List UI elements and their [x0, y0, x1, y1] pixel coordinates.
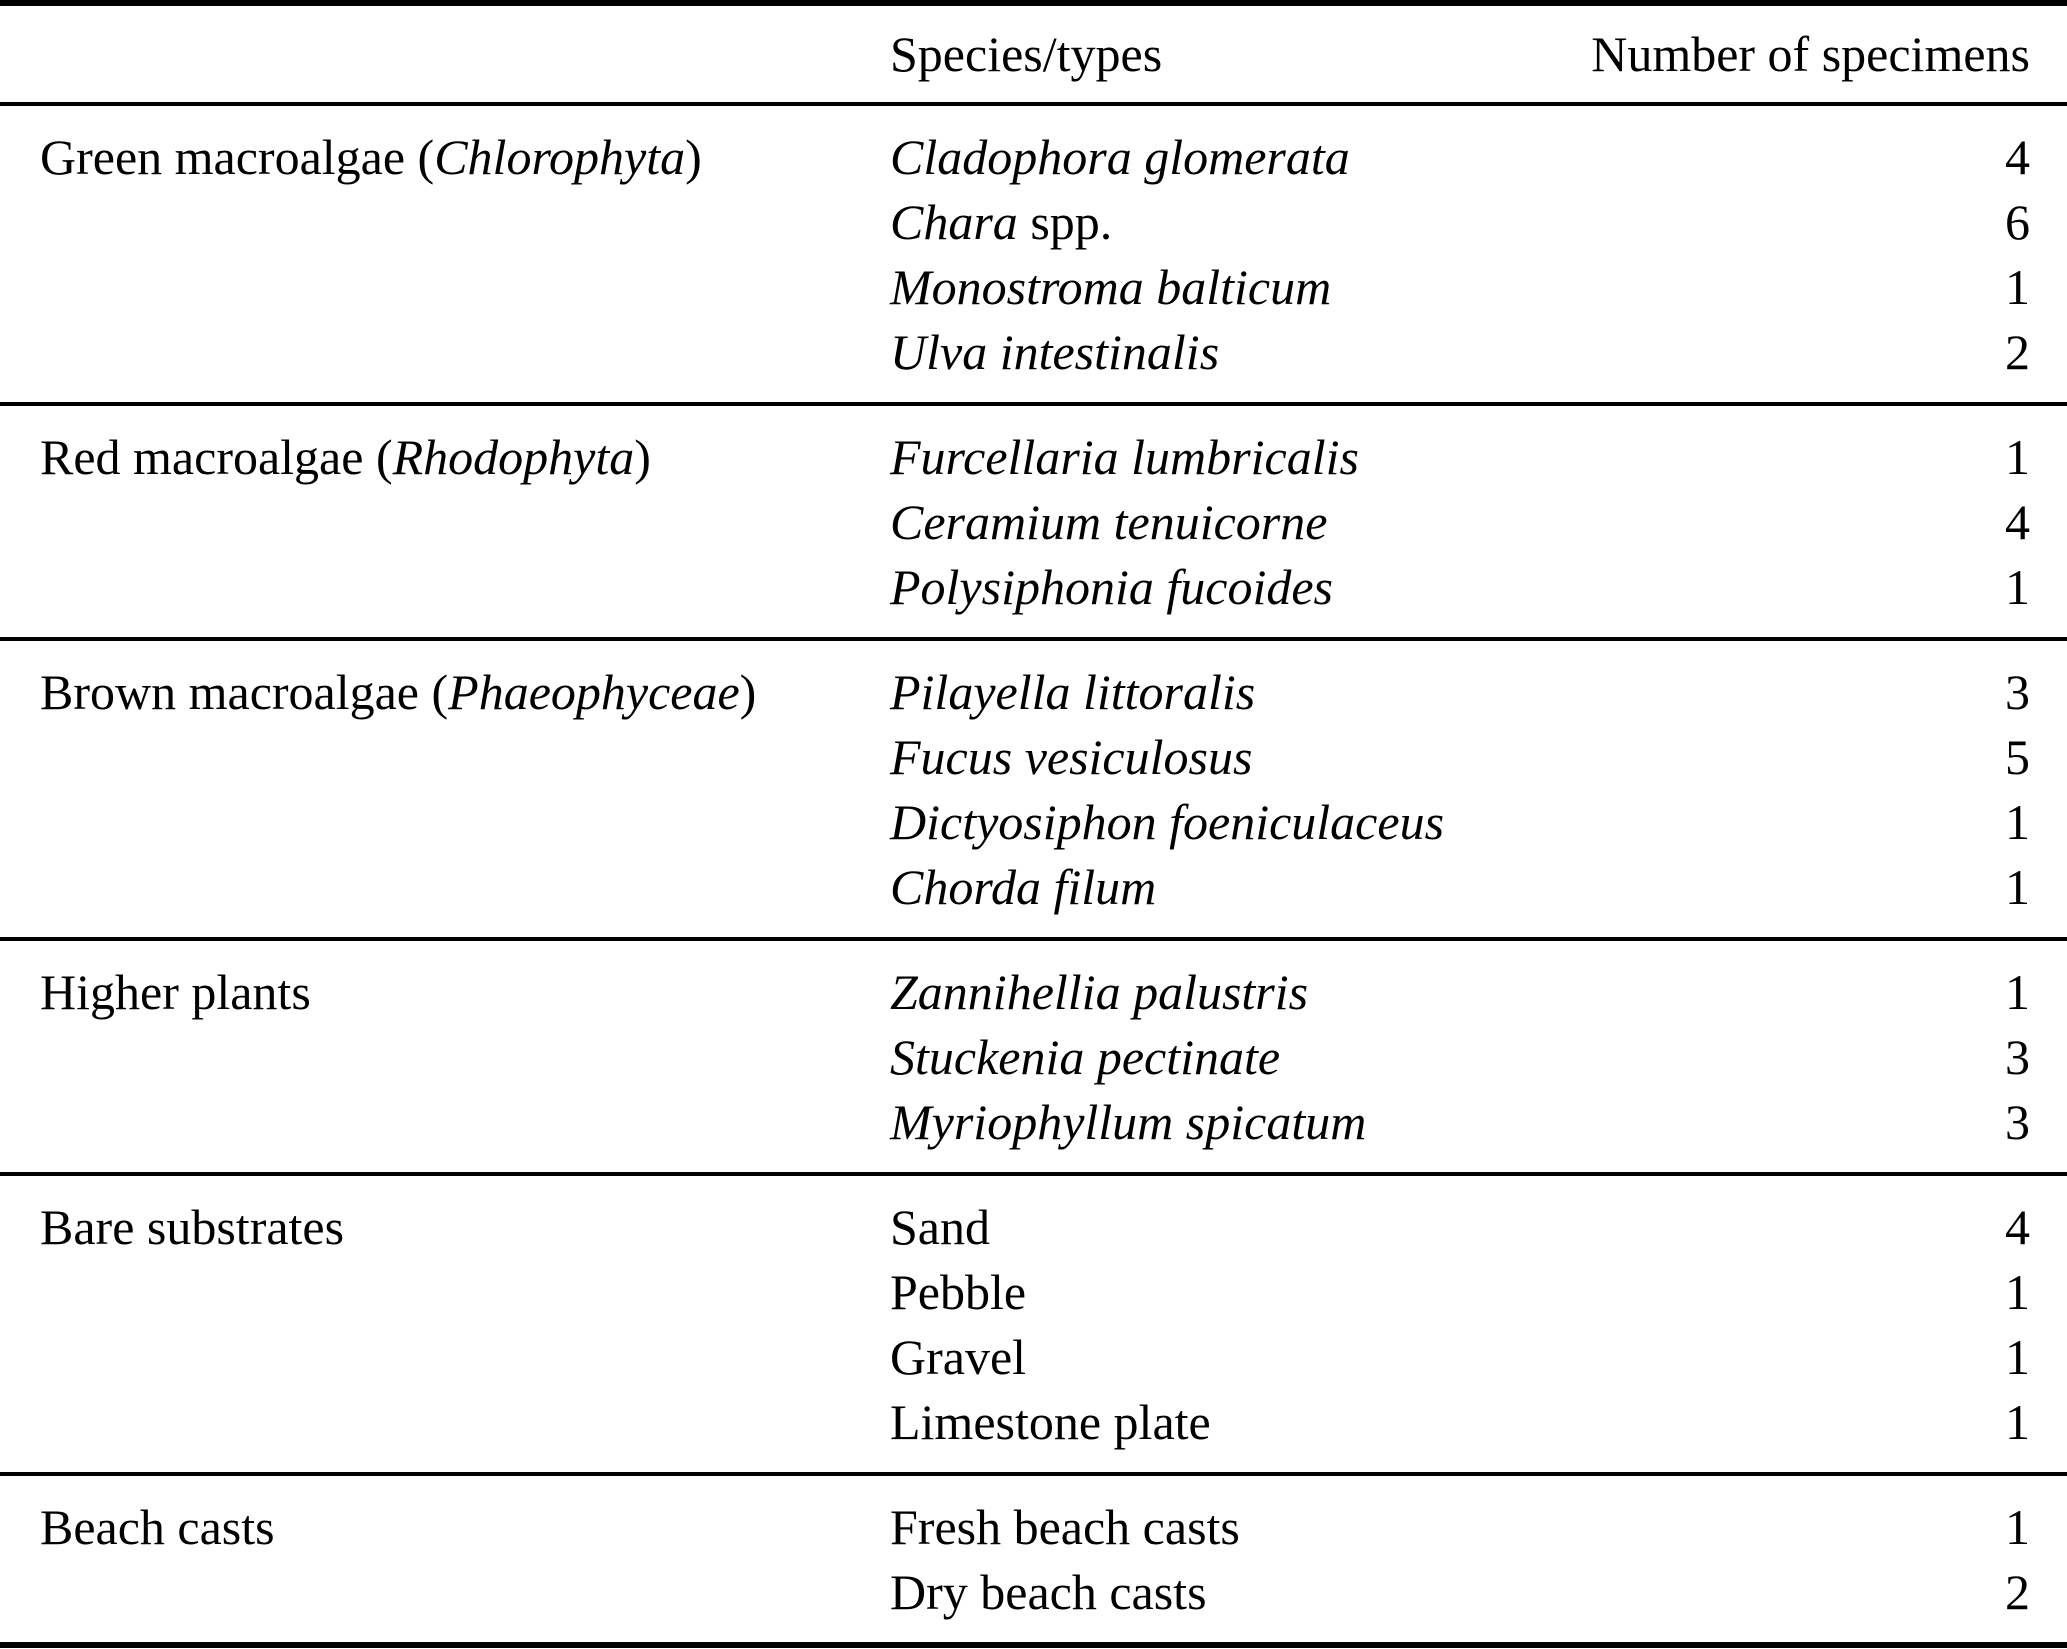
table-section	[0, 106, 2067, 402]
plain-text: Limestone plate	[890, 1393, 1211, 1450]
species-cell	[890, 663, 1547, 721]
plain-text: )	[739, 663, 757, 720]
latin-name-text: Phaeophyceae	[448, 663, 740, 720]
count-cell: 3	[2005, 1028, 2030, 1085]
species-cell	[890, 963, 1547, 1021]
table-row	[0, 319, 2067, 384]
category-cell	[0, 963, 890, 1021]
species-cell	[890, 193, 1547, 251]
count-cell: 1	[2005, 1263, 2030, 1320]
latin-name-text: Pilayella littoralis	[890, 663, 1256, 720]
plain-text: Pebble	[890, 1263, 1027, 1320]
table-section	[0, 941, 2067, 1172]
latin-name-text: Monostroma balticum	[890, 258, 1332, 315]
species-cell	[890, 728, 1547, 786]
count-cell: 1	[2005, 558, 2030, 615]
table-row	[0, 1089, 2067, 1154]
latin-name-text: Chorda filum	[890, 858, 1157, 915]
table-row	[0, 789, 2067, 854]
latin-name-text: Chara	[890, 193, 1018, 250]
count-cell: 6	[2005, 193, 2030, 250]
species-cell	[890, 1028, 1547, 1086]
latin-name-text: Furcellaria lumbricalis	[890, 428, 1359, 485]
plain-text: Higher plants	[40, 963, 311, 1020]
table-row	[0, 1324, 2067, 1389]
table-section	[0, 1176, 2067, 1472]
plain-text: Beach casts	[40, 1498, 275, 1555]
plain-text: Red macroalgae (	[40, 428, 393, 485]
species-cell	[890, 1328, 1547, 1386]
latin-name-text: Rhodophyta	[392, 428, 635, 485]
table-header-row	[0, 6, 2067, 102]
species-cell	[890, 558, 1547, 616]
table-row	[0, 489, 2067, 554]
category-cell	[0, 128, 890, 186]
species-cell	[890, 1093, 1547, 1151]
table-row	[0, 424, 2067, 489]
table-body	[0, 106, 2067, 1642]
table-section	[0, 406, 2067, 637]
count-cell: 4	[2005, 493, 2030, 550]
count-cell: 1	[2005, 858, 2030, 915]
table-row	[0, 1259, 2067, 1324]
plain-text: Gravel	[890, 1328, 1027, 1385]
species-cell	[890, 258, 1547, 316]
count-cell: 1	[2005, 1498, 2030, 1555]
count-cell: 1	[2005, 258, 2030, 315]
latin-name-text: Ulva intestinalis	[890, 323, 1220, 380]
table-row	[0, 554, 2067, 619]
table-row	[0, 959, 2067, 1024]
latin-name-text: Zannihellia palustris	[890, 963, 1309, 1020]
species-cell	[890, 1498, 1547, 1556]
table-row	[0, 1559, 2067, 1624]
table-section	[0, 641, 2067, 937]
count-cell: 1	[2005, 963, 2030, 1020]
count-cell: 4	[2005, 1198, 2030, 1255]
header-species-types: Species/types	[890, 26, 1163, 82]
table-row	[0, 854, 2067, 919]
latin-name-text: Ceramium tenuicorne	[890, 493, 1328, 550]
table-row	[0, 724, 2067, 789]
species-cell	[890, 793, 1547, 851]
count-cell: 3	[2005, 1093, 2030, 1150]
plain-text: Bare substrates	[40, 1198, 345, 1255]
table-row	[0, 659, 2067, 724]
table-row	[0, 1194, 2067, 1259]
header-number-of-specimens: Number of specimens	[1591, 26, 2030, 82]
species-cell	[890, 323, 1547, 381]
plain-text: Sand	[890, 1198, 990, 1255]
species-cell	[890, 493, 1547, 551]
table-row	[0, 124, 2067, 189]
plain-text: spp.	[1017, 193, 1113, 250]
table-row	[0, 1389, 2067, 1454]
count-cell: 3	[2005, 663, 2030, 720]
latin-name-text: Chlorophyta	[434, 128, 686, 185]
plain-text: Green macroalgae (	[40, 128, 435, 185]
species-cell	[890, 1393, 1547, 1451]
species-cell	[890, 1263, 1547, 1321]
latin-name-text: Fucus vesiculosus	[890, 728, 1253, 785]
species-cell	[890, 1198, 1547, 1256]
count-cell: 1	[2005, 1328, 2030, 1385]
species-cell	[890, 428, 1547, 486]
table-row	[0, 1024, 2067, 1089]
table-row	[0, 189, 2067, 254]
table-row	[0, 254, 2067, 319]
category-cell	[0, 663, 890, 721]
plain-text: Dry beach casts	[890, 1563, 1207, 1620]
table-bottom-rule	[0, 1642, 2067, 1648]
count-cell: 2	[2005, 1563, 2030, 1620]
count-cell: 4	[2005, 128, 2030, 185]
latin-name-text: Polysiphonia fucoides	[890, 558, 1333, 615]
latin-name-text: Stuckenia pectinate	[890, 1028, 1281, 1085]
latin-name-text: Dictyosiphon foeniculaceus	[890, 793, 1445, 850]
species-cell	[890, 128, 1547, 186]
species-cell	[890, 858, 1547, 916]
table-section	[0, 1476, 2067, 1642]
table-row	[0, 1494, 2067, 1559]
category-cell	[0, 1498, 890, 1556]
count-cell: 1	[2005, 1393, 2030, 1450]
species-cell	[890, 1563, 1547, 1621]
count-cell: 1	[2005, 793, 2030, 850]
plain-text: )	[634, 428, 651, 485]
latin-name-text: Myriophyllum spicatum	[890, 1093, 1367, 1150]
plain-text: Fresh beach casts	[890, 1498, 1240, 1555]
count-cell: 2	[2005, 323, 2030, 380]
latin-name-text: Cladophora glomerata	[890, 128, 1350, 185]
category-cell	[0, 1198, 890, 1256]
count-cell: 1	[2005, 428, 2030, 485]
category-cell	[0, 428, 890, 486]
plain-text: )	[685, 128, 702, 185]
plain-text: Brown macroalgae (	[40, 663, 449, 720]
count-cell: 5	[2005, 728, 2030, 785]
